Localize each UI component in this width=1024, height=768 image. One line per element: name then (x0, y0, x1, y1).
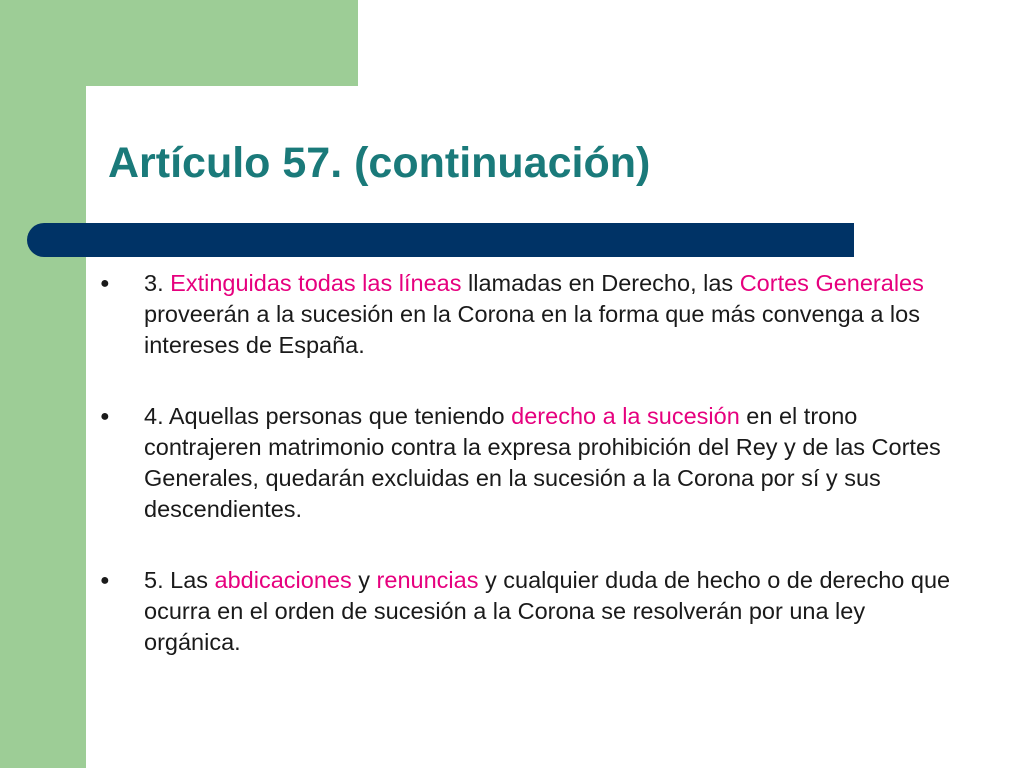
highlight-text: renuncias (376, 567, 479, 593)
bullet-dot-icon: ● (100, 275, 110, 292)
title-underline-bar (27, 223, 854, 257)
text: 5. Las (144, 567, 215, 593)
bullet-item-5 (100, 565, 960, 658)
text: y cualquier duda de hecho o de derecho que ocurra en el orden de sucesión a la Corona se resolverán por una ley orgánica. (144, 567, 951, 655)
highlight-text: derecho a la sucesión (511, 403, 740, 429)
text: llamadas en Derecho, las (461, 270, 740, 296)
highlight-text: abdicaciones (214, 567, 352, 593)
bullet-dot-icon: ● (100, 408, 110, 425)
highlight-text: Cortes Generales (739, 270, 924, 296)
text: y (351, 567, 377, 593)
slide-title: Artículo 57. (continuación) (108, 139, 651, 187)
text: proveerán a la sucesión en la Corona en la forma que más convenga a los intereses de España. (144, 301, 920, 358)
highlight-text: Extinguidas todas las líneas (170, 270, 462, 296)
text: 4. Aquellas personas que teniendo (144, 403, 512, 429)
green-top-block (0, 0, 358, 86)
text: en el trono contrajeren matrimonio contra la expresa prohibición del Rey y de las Cortes Generales, quedarán excluidas en la sucesión a la Corona por sí y sus descendientes. (144, 403, 941, 522)
text: 3. (144, 270, 171, 296)
green-left-band (0, 0, 86, 768)
bullet-item-3 (100, 268, 960, 361)
bullet-dot-icon: ● (100, 572, 110, 589)
bullet-item-4 (100, 401, 960, 525)
bullet-list (100, 268, 960, 698)
